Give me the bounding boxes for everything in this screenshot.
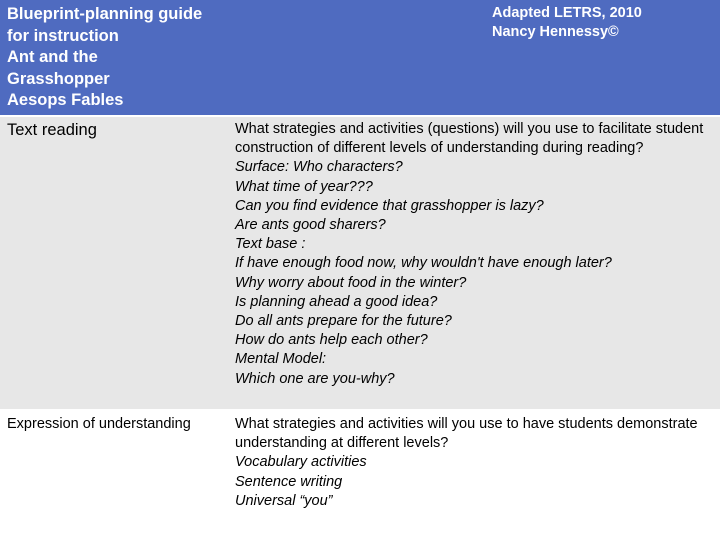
- question-item: What time of year???: [235, 178, 373, 195]
- title-line: Aesops Fables: [7, 91, 124, 109]
- source-credit: [492, 0, 717, 115]
- credit-line: Adapted LETRS, 2010: [492, 5, 642, 21]
- question-item: Do all ants prepare for the future?: [235, 313, 452, 330]
- title-line: Grasshopper: [7, 69, 110, 88]
- credit-line: Nancy Hennessy©: [492, 24, 619, 40]
- row-content: [235, 120, 713, 389]
- title-line: Blueprint-planning guide: [7, 5, 203, 23]
- row-label: Expression of understanding: [7, 416, 191, 432]
- question-item: Text base :: [235, 236, 306, 253]
- row-content: [235, 415, 713, 511]
- row-label: Text reading: [7, 121, 97, 139]
- table-title: [0, 0, 225, 115]
- row-prompt: What strategies and activities (questions) will you use to facilitate student construction of different levels of understanding during reading?: [235, 121, 704, 157]
- activity-item: Sentence writing: [235, 473, 343, 490]
- question-item: Are ants good sharers?: [235, 217, 386, 234]
- question-item: Is planning ahead a good idea?: [235, 293, 438, 310]
- activity-item: Vocabulary activities: [235, 454, 367, 471]
- title-line: Ant and the: [7, 48, 98, 66]
- question-item: Can you find evidence that grasshopper is lazy?: [235, 197, 544, 214]
- question-item: How do ants help each other?: [235, 332, 428, 349]
- question-item: Which one are you-why?: [235, 370, 395, 387]
- activity-item: Universal “you”: [235, 492, 333, 509]
- table-row-text-reading: [0, 117, 720, 409]
- question-item: Mental Model:: [235, 351, 327, 368]
- question-item: Surface: Who characters?: [235, 159, 403, 176]
- question-item: Why worry about food in the winter?: [235, 274, 467, 291]
- table-row-expression: [0, 409, 720, 540]
- title-line: for instruction: [7, 26, 119, 45]
- row-prompt: What strategies and activities will you use to have students demonstrate understanding at different levels?: [235, 416, 698, 452]
- question-item: If have enough food now, why wouldn't have enough later?: [235, 255, 612, 272]
